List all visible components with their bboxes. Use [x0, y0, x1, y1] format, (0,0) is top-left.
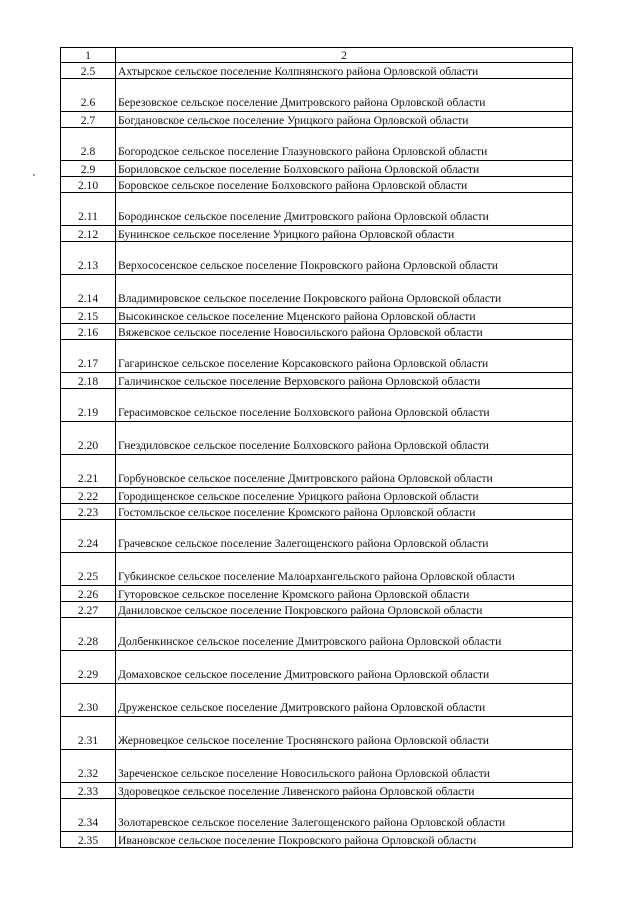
- table-row: [61, 422, 573, 455]
- table-row: [61, 504, 573, 520]
- header-column-number: 1: [61, 48, 116, 63]
- settlement-name: Золотаревское сельское поселение Залегощенского района Орловской области: [116, 799, 573, 832]
- settlement-name: Герасимовское сельское поселение Болховского района Орловской области: [116, 389, 573, 422]
- table-row: [61, 783, 573, 799]
- table-row: [61, 520, 573, 553]
- row-number: 2.28: [61, 618, 116, 651]
- table-row: [61, 63, 573, 79]
- settlements-table: [60, 47, 573, 848]
- row-number: 2.15: [61, 308, 116, 324]
- row-number: 2.24: [61, 520, 116, 553]
- table-row: [61, 242, 573, 275]
- table-row: [61, 602, 573, 618]
- row-number: 2.7: [61, 112, 116, 128]
- settlement-name: Жерновецкое сельское поселение Троснянского района Орловской области: [116, 717, 573, 750]
- settlement-name: Гостомльское сельское поселение Кромского района Орловской области: [116, 504, 573, 520]
- row-number: 2.19: [61, 389, 116, 422]
- settlement-name: Гуторовское сельское поселение Кромского района Орловской области: [116, 586, 573, 602]
- table-row: [61, 340, 573, 373]
- row-number: 2.8: [61, 128, 116, 161]
- row-number: 2.34: [61, 799, 116, 832]
- settlement-name: Губкинское сельское поселение Малоархангельского района Орловской области: [116, 553, 573, 586]
- table-row: [61, 128, 573, 161]
- settlement-name: Долбенкинское сельское поселение Дмитровского района Орловской области: [116, 618, 573, 651]
- table-row: [61, 226, 573, 242]
- row-number: 2.10: [61, 177, 116, 193]
- row-number: 2.12: [61, 226, 116, 242]
- settlement-name: Городищенское сельское поселение Урицкого района Орловской области: [116, 488, 573, 504]
- table-body: [61, 48, 573, 848]
- settlement-name: Горбуновское сельское поселение Дмитровского района Орловской области: [116, 455, 573, 488]
- table-row: [61, 177, 573, 193]
- table-row: [61, 324, 573, 340]
- settlement-name: Домаховское сельское поселение Дмитровского района Орловской области: [116, 651, 573, 684]
- table-row: [61, 618, 573, 651]
- settlement-name: Бориловское сельское поселение Болховского района Орловской области: [116, 161, 573, 177]
- row-number: 2.13: [61, 242, 116, 275]
- row-number: 2.25: [61, 553, 116, 586]
- settlement-name: Ивановское сельское поселение Покровского района Орловской области: [116, 832, 573, 848]
- row-number: 2.33: [61, 783, 116, 799]
- settlement-name: Богдановское сельское поселение Урицкого района Орловской области: [116, 112, 573, 128]
- settlement-name: Верхососенское сельское поселение Покровского района Орловской области: [116, 242, 573, 275]
- table-row: [61, 684, 573, 717]
- settlement-name: Грачевское сельское поселение Залегощенского района Орловской области: [116, 520, 573, 553]
- row-number: 2.6: [61, 79, 116, 112]
- table-row: [61, 79, 573, 112]
- settlement-name: Зареченское сельское поселение Новосильского района Орловской области: [116, 750, 573, 783]
- settlement-name: Галичинское сельское поселение Верховского района Орловской области: [116, 373, 573, 389]
- table-row: [61, 651, 573, 684]
- table-row: [61, 373, 573, 389]
- row-number: 2.22: [61, 488, 116, 504]
- header-column-name: 2: [116, 48, 573, 63]
- table-row: [61, 799, 573, 832]
- table-header-row: [61, 48, 573, 63]
- row-number: 2.35: [61, 832, 116, 848]
- settlement-name: Богородское сельское поселение Глазуновского района Орловской области: [116, 128, 573, 161]
- row-number: 2.30: [61, 684, 116, 717]
- settlement-name: Гнездиловское сельское поселение Болховского района Орловской области: [116, 422, 573, 455]
- row-number: 2.26: [61, 586, 116, 602]
- table-row: [61, 717, 573, 750]
- margin-dot: [33, 174, 35, 176]
- row-number: 2.11: [61, 193, 116, 226]
- table-row: [61, 488, 573, 504]
- settlement-name: Боровское сельское поселение Болховского района Орловской области: [116, 177, 573, 193]
- settlement-name: Вяжевское сельское поселение Новосильского района Орловской области: [116, 324, 573, 340]
- row-number: 2.18: [61, 373, 116, 389]
- table-row: [61, 832, 573, 848]
- table-row: [61, 193, 573, 226]
- table-row: [61, 112, 573, 128]
- table-row: [61, 455, 573, 488]
- row-number: 2.16: [61, 324, 116, 340]
- settlement-name: Друженское сельское поселение Дмитровского района Орловской области: [116, 684, 573, 717]
- table-row: [61, 553, 573, 586]
- row-number: 2.27: [61, 602, 116, 618]
- table-row: [61, 275, 573, 308]
- table-row: [61, 308, 573, 324]
- settlement-name: Бунинское сельское поселение Урицкого района Орловской области: [116, 226, 573, 242]
- row-number: 2.29: [61, 651, 116, 684]
- table-row: [61, 586, 573, 602]
- settlement-name: Гагаринское сельское поселение Корсаковского района Орловской области: [116, 340, 573, 373]
- settlement-name: Бородинское сельское поселение Дмитровского района Орловской области: [116, 193, 573, 226]
- table-row: [61, 161, 573, 177]
- row-number: 2.31: [61, 717, 116, 750]
- row-number: 2.20: [61, 422, 116, 455]
- settlement-name: Березовское сельское поселение Дмитровского района Орловской области: [116, 79, 573, 112]
- row-number: 2.14: [61, 275, 116, 308]
- settlement-name: Высокинское сельское поселение Мценского района Орловской области: [116, 308, 573, 324]
- row-number: 2.9: [61, 161, 116, 177]
- settlement-name: Владимировское сельское поселение Покровского района Орловской области: [116, 275, 573, 308]
- row-number: 2.17: [61, 340, 116, 373]
- table-row: [61, 389, 573, 422]
- row-number: 2.32: [61, 750, 116, 783]
- settlement-name: Здоровецкое сельское поселение Ливенского района Орловской области: [116, 783, 573, 799]
- row-number: 2.23: [61, 504, 116, 520]
- table-row: [61, 750, 573, 783]
- settlement-name: Даниловское сельское поселение Покровского района Орловской области: [116, 602, 573, 618]
- row-number: 2.21: [61, 455, 116, 488]
- row-number: 2.5: [61, 63, 116, 79]
- settlement-name: Ахтырское сельское поселение Колпнянского района Орловской области: [116, 63, 573, 79]
